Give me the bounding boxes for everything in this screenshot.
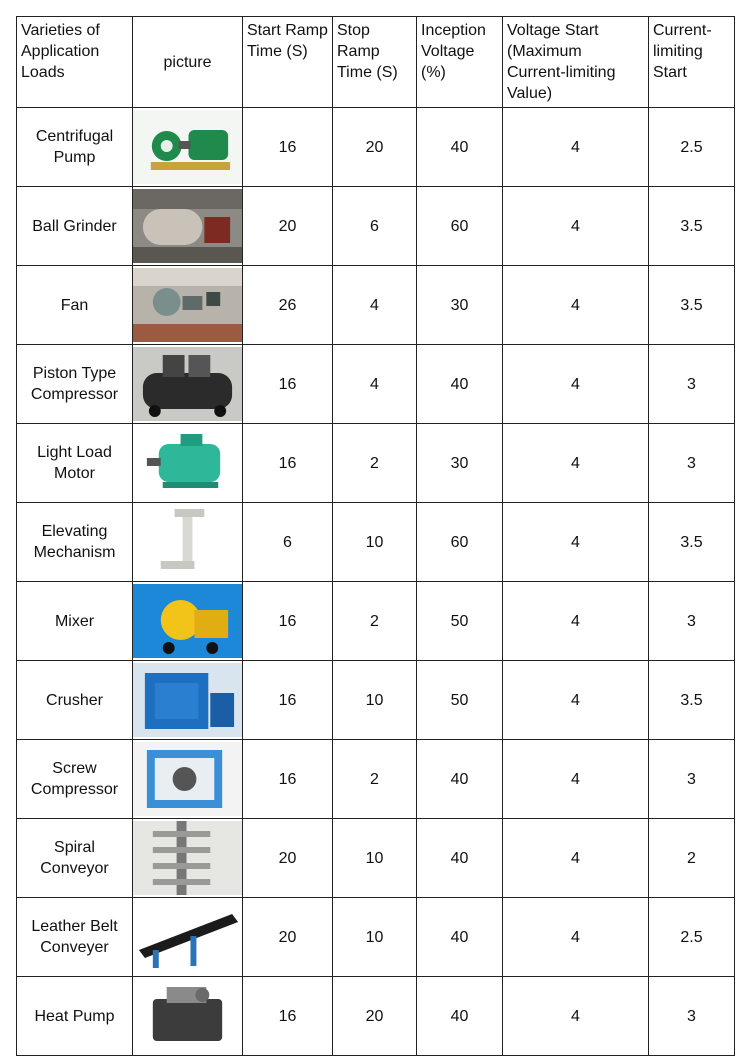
inception-voltage: 50 [417,661,503,740]
start-ramp-time: 16 [243,108,333,187]
current-limiting-value: 3 [649,424,735,503]
stop-ramp-time: 2 [333,424,417,503]
voltage-start-value: 4 [503,582,649,661]
header-picture: picture [133,17,243,108]
start-ramp-time: 26 [243,266,333,345]
grinder-picture [133,187,243,266]
inception-voltage: 60 [417,187,503,266]
current-limiting-value: 3 [649,345,735,424]
table-row [17,898,735,977]
voltage-start-value: 4 [503,977,649,1056]
start-ramp-time: 20 [243,819,333,898]
start-ramp-time: 16 [243,345,333,424]
load-name: Leather Belt Conveyer [17,898,133,977]
load-name: Screw Compressor [17,740,133,819]
elevator-picture [133,503,243,582]
stop-ramp-time: 6 [333,187,417,266]
header-load: Varieties of Application Loads [17,17,133,108]
stop-ramp-time: 10 [333,819,417,898]
stop-ramp-time: 10 [333,898,417,977]
header-current-limiting: Current-limiting Start [649,17,735,108]
start-ramp-time: 16 [243,661,333,740]
voltage-start-value: 4 [503,266,649,345]
inception-voltage: 40 [417,898,503,977]
current-limiting-value: 3 [649,740,735,819]
load-name: Heat Pump [17,977,133,1056]
header-stop-ramp: Stop Ramp Time (S) [333,17,417,108]
start-ramp-time: 16 [243,424,333,503]
load-name: Centrifugal Pump [17,108,133,187]
table-row [17,345,735,424]
table-row [17,582,735,661]
voltage-start-value: 4 [503,898,649,977]
voltage-start-value: 4 [503,740,649,819]
application-load-table [16,16,735,1056]
header-voltage-start: Voltage Start (Maximum Current-limiting Value) [503,17,649,108]
current-limiting-value: 3.5 [649,266,735,345]
start-ramp-time: 16 [243,740,333,819]
load-name: Crusher [17,661,133,740]
voltage-start-value: 4 [503,345,649,424]
table-row [17,108,735,187]
table-row [17,740,735,819]
table-row [17,187,735,266]
inception-voltage: 40 [417,345,503,424]
table-body [17,108,735,1056]
load-name: Spiral Conveyor [17,819,133,898]
piston-picture [133,345,243,424]
voltage-start-value: 4 [503,424,649,503]
stop-ramp-time: 2 [333,582,417,661]
current-limiting-value: 3.5 [649,503,735,582]
load-name: Mixer [17,582,133,661]
inception-voltage: 40 [417,819,503,898]
current-limiting-value: 2.5 [649,898,735,977]
table-row [17,819,735,898]
heatpump-picture [133,977,243,1056]
mixer-picture [133,582,243,661]
stop-ramp-time: 2 [333,740,417,819]
stop-ramp-time: 10 [333,661,417,740]
crusher-picture [133,661,243,740]
voltage-start-value: 4 [503,108,649,187]
header-row [17,17,735,108]
stop-ramp-time: 4 [333,345,417,424]
fan-picture [133,266,243,345]
table-row [17,503,735,582]
current-limiting-value: 3 [649,582,735,661]
load-name: Piston Type Compressor [17,345,133,424]
current-limiting-value: 3.5 [649,187,735,266]
load-name: Fan [17,266,133,345]
current-limiting-value: 3.5 [649,661,735,740]
header-start-ramp: Start Ramp Time (S) [243,17,333,108]
inception-voltage: 60 [417,503,503,582]
table-row [17,266,735,345]
start-ramp-time: 6 [243,503,333,582]
inception-voltage: 30 [417,266,503,345]
load-name: Light Load Motor [17,424,133,503]
inception-voltage: 30 [417,424,503,503]
header-inception-voltage: Inception Voltage (%) [417,17,503,108]
inception-voltage: 40 [417,977,503,1056]
stop-ramp-time: 20 [333,977,417,1056]
current-limiting-value: 2.5 [649,108,735,187]
motor-picture [133,424,243,503]
start-ramp-time: 20 [243,898,333,977]
load-name: Elevating Mechanism [17,503,133,582]
stop-ramp-time: 4 [333,266,417,345]
start-ramp-time: 16 [243,977,333,1056]
inception-voltage: 40 [417,108,503,187]
current-limiting-value: 2 [649,819,735,898]
load-table-container [16,16,735,1056]
voltage-start-value: 4 [503,819,649,898]
inception-voltage: 50 [417,582,503,661]
stop-ramp-time: 10 [333,503,417,582]
voltage-start-value: 4 [503,661,649,740]
screw-picture [133,740,243,819]
table-row [17,424,735,503]
belt-picture [133,898,243,977]
load-name: Ball Grinder [17,187,133,266]
spiral-picture [133,819,243,898]
start-ramp-time: 20 [243,187,333,266]
voltage-start-value: 4 [503,187,649,266]
current-limiting-value: 3 [649,977,735,1056]
start-ramp-time: 16 [243,582,333,661]
inception-voltage: 40 [417,740,503,819]
stop-ramp-time: 20 [333,108,417,187]
table-row [17,977,735,1056]
table-row [17,661,735,740]
pump-picture [133,108,243,187]
voltage-start-value: 4 [503,503,649,582]
